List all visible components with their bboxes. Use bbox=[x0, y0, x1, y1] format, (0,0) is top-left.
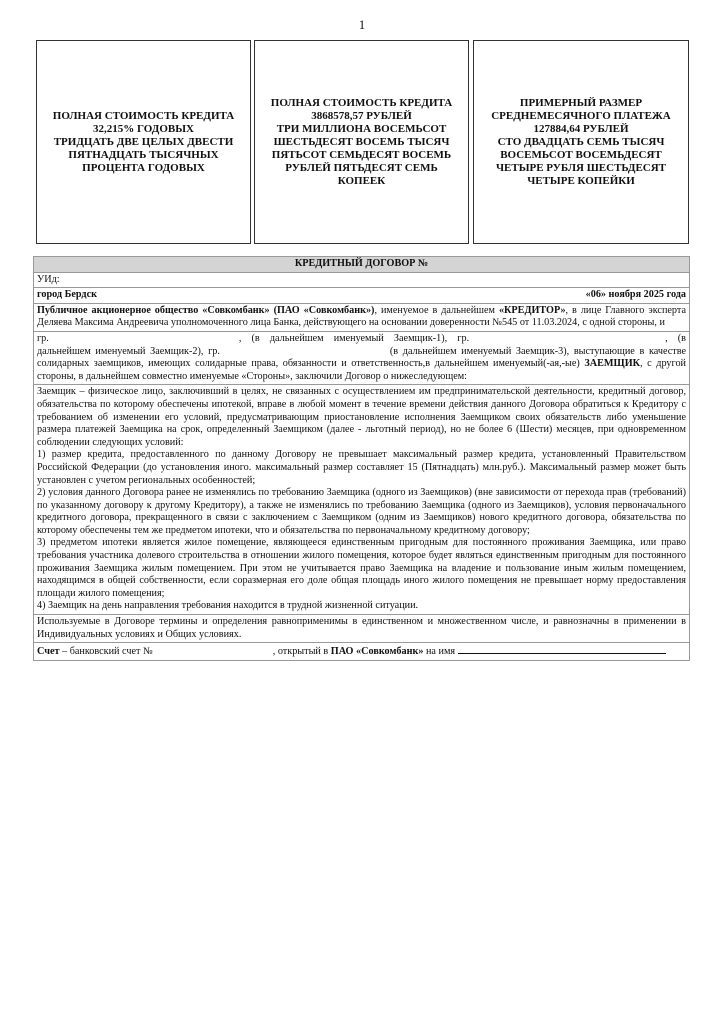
uid-row bbox=[34, 272, 690, 288]
box-line: ВОСЕМЬСОТ ВОСЕМЬДЕСЯТ bbox=[500, 148, 662, 161]
text: , (в дальнейшем именуемый Заемщик-1), гр. bbox=[238, 332, 470, 344]
text: , именуемое в дальнейшем bbox=[374, 304, 499, 316]
bank-name: ПАО «Совкомбанк» bbox=[330, 646, 424, 658]
city-date-row bbox=[34, 288, 690, 304]
text: , (в дальнейшем именуемый Заемщик-2), гр. bbox=[37, 332, 686, 357]
grace-condition: 3) предметом ипотеки является жилое помещение, являющееся единственным пригодным для постоянного проживания Заемщика, или право требования участника долевого строительства в отношении жилого помещения, которое будет являться единственным пригодным для постоянного проживания Заемщика жилым помещением. При этом не учитывается право Заемщика на владение и пользование иным жилым помещением, находящимся в общей собственности, если соразмерная его доле общая площадь иного жилого помещения не превышает норму предоставления площади жилого помещения; bbox=[37, 537, 686, 599]
box-line: 3868578,57 РУБЛЕЙ bbox=[311, 109, 412, 122]
grace-paragraph: Заемщик – физическое лицо, заключивший в целях, не связанных с осуществлением им предпринимательской деятельности, кредитный договор, обязательства по которому обеспечены ипотекой, вправе в любой момент в течение времени действия данного Договора обратиться к Кредитору с требованием об изменении его условий, предусматривающим приостановление исполнения Заемщиком своих обязательств либо уменьшение размера платежей Заемщика на срок, определенный Заемщиком (далее - льготный период), но не более 6 (Шести) месяцев, при одновременном соблюдении следующих условий: bbox=[37, 386, 686, 448]
box-line: ЧЕТЫРЕ КОПЕЙКИ bbox=[527, 174, 635, 187]
full-cost-percent-box bbox=[36, 40, 251, 244]
text: на имя bbox=[423, 646, 458, 658]
full-cost-amount-box bbox=[254, 40, 469, 244]
name-blank-line bbox=[458, 644, 666, 654]
box-line: ЧЕТЫРЕ РУБЛЯ ШЕСТЬДЕСЯТ bbox=[495, 161, 667, 174]
box-line: ПРИМЕРНЫЙ РАЗМЕР bbox=[519, 96, 643, 109]
text: , с другой стороны, в дальнейшем совместно именуемые «Стороны», заключили Договор о нижеследующем: bbox=[37, 358, 686, 382]
text: – банковский счет № bbox=[59, 646, 153, 658]
box-line: ПОЛНАЯ СТОИМОСТЬ КРЕДИТА bbox=[270, 96, 453, 109]
box-line: РУБЛЕЙ ПЯТЬДЕСЯТ СЕМЬ КОПЕЕК bbox=[285, 161, 438, 187]
box-line: 32,215% ГОДОВЫХ bbox=[93, 122, 194, 135]
text: , открытый в bbox=[272, 646, 331, 658]
contract-title: КРЕДИТНЫЙ ДОГОВОР № bbox=[34, 257, 690, 273]
monthly-payment-box bbox=[473, 40, 689, 244]
box-line: СРЕДНЕМЕСЯЧНОГО ПЛАТЕЖА bbox=[491, 109, 671, 122]
text: гр. bbox=[37, 332, 49, 344]
contract-table bbox=[33, 256, 690, 661]
box-line: ПЯТЬСОТ СЕМЬДЕСЯТ ВОСЕМЬ bbox=[271, 148, 452, 161]
creditor-name: Публичное акционерное общество «Совкомбанк» (ПАО «Совкомбанк») bbox=[37, 304, 375, 316]
box-line: ПОЛНАЯ СТОИМОСТЬ КРЕДИТА bbox=[52, 109, 235, 122]
uid-label: УИд: bbox=[37, 273, 60, 285]
grace-condition: 2) условия данного Договора ранее не изменялись по требованию Заемщика (одного из Заемщиков) (вне зависимости от перехода прав (требований) по указанному договору к другому Кредитору), а также не изменялись по требованию Заемщика (одного из Заемщиков), условия первоначального кредитного договора, прекращенного в связи с заключением с Заемщиком (одним из Заемщиков) нового кредитного договора, обязательства по которому обеспечены тем же предметом ипотеки, что и обязательства по первоначальному кредитному договору; bbox=[37, 487, 686, 536]
page-number: 1 bbox=[358, 17, 366, 32]
box-line: 127884,64 РУБЛЕЙ bbox=[533, 122, 629, 135]
grace-period-section bbox=[34, 385, 690, 615]
box-line: ТРИДЦАТЬ ДВЕ ЦЕЛЫХ ДВЕСТИ bbox=[53, 135, 234, 148]
text: (в дальнейшем именуемый Заемщик-3), выступающие в качестве солидарных заемщиков, имеющих солидарные права, обязанности и ответственность,в дальнейшем именуемый(-ая,-ые) bbox=[37, 345, 686, 370]
creditor-label: «КРЕДИТОР» bbox=[498, 304, 566, 316]
grace-condition: 1) размер кредита, предоставленного по данному Договору не превышает максимальный размер кредита, установленный Правительством Российской Федерации (до установления иного. максимальный размер составляет 15 (Пятнадцать) млн.руб.). Максимальный размер может быть установлен с учетом региональных особенностей; bbox=[37, 449, 686, 486]
account-label: Счет bbox=[37, 646, 60, 658]
borrowers-paragraph bbox=[34, 331, 690, 384]
box-line: СТО ДВАДЦАТЬ СЕМЬ ТЫСЯЧ bbox=[497, 135, 665, 148]
grace-condition: 4) Заемщик на день направления требования находится в трудной жизненной ситуации. bbox=[37, 600, 419, 612]
contract-date: «06» ноября 2025 года bbox=[585, 289, 686, 301]
account-row bbox=[34, 643, 690, 661]
box-line: ПЯТНАДЦАТЬ ТЫСЯЧНЫХ bbox=[68, 148, 219, 161]
box-line: ШЕСТЬДЕСЯТ ВОСЕМЬ ТЫСЯЧ bbox=[273, 135, 450, 148]
box-line: ПРОЦЕНТА ГОДОВЫХ bbox=[82, 161, 205, 174]
city: город Бердск bbox=[37, 289, 97, 301]
borrower-label: ЗАЕМЩИК bbox=[584, 358, 641, 370]
box-line: ТРИ МИЛЛИОНА ВОСЕМЬСОТ bbox=[276, 122, 447, 135]
text: , в лице Главного эксперта Деляева Максима Андреевича уполномоченного лица Банка, действующего на основании доверенности №545 от 11.03.2024, с одной стороны, и bbox=[37, 304, 686, 329]
creditor-paragraph bbox=[34, 303, 690, 331]
terms-paragraph: Используемые в Договоре термины и определения равноприменимы в единственном и множественном числе, и равнозначны в применении в Индивидуальных условиях и Общих условиях. bbox=[34, 615, 690, 643]
